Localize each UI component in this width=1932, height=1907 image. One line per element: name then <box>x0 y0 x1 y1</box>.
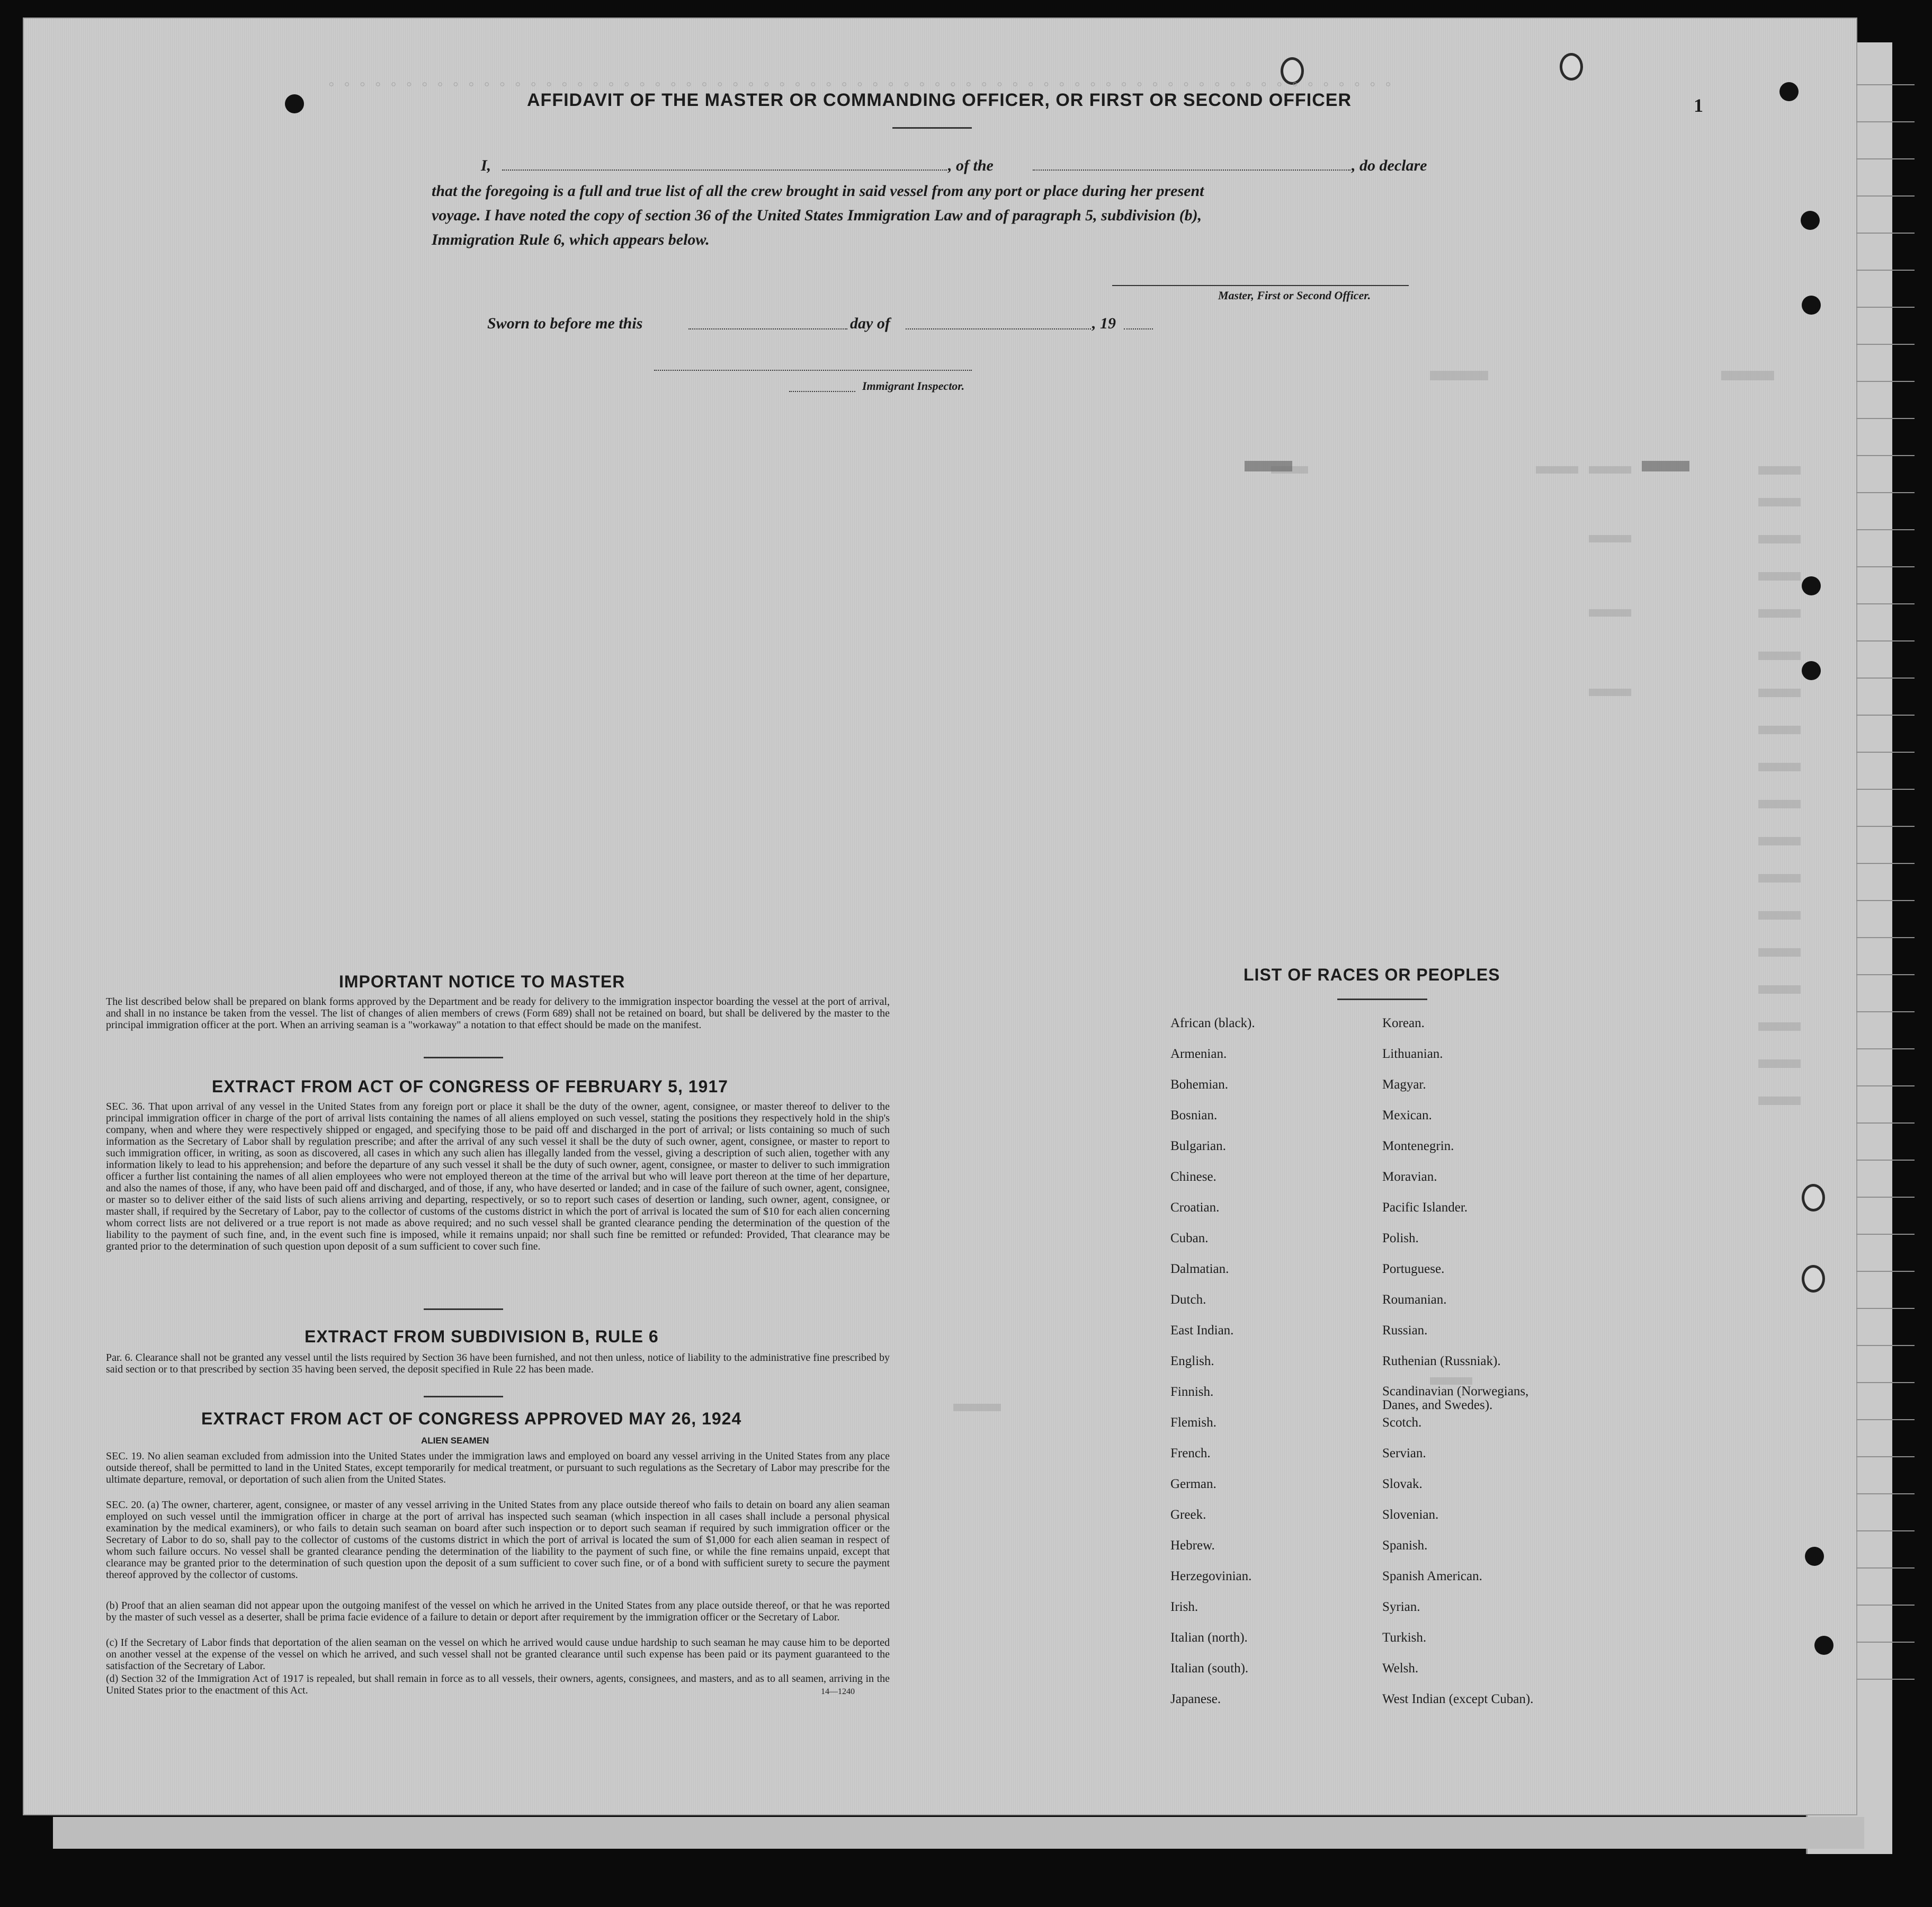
race-item: Herzegovinian. <box>1170 1569 1252 1583</box>
punch-hole-icon <box>1814 1636 1833 1655</box>
race-item: Irish. <box>1170 1600 1198 1614</box>
race-item: African (black). <box>1170 1016 1255 1030</box>
sworn-prefix: Sworn to before me this <box>487 315 643 332</box>
subdiv-b-title: EXTRACT FROM SUBDIVISION B, RULE 6 <box>305 1327 659 1346</box>
declarant-name-field[interactable] <box>502 170 947 171</box>
punch-hole-icon <box>1801 211 1820 230</box>
race-item: Italian (north). <box>1170 1630 1248 1645</box>
races-rule <box>1337 999 1427 1000</box>
of-the-label: , of the <box>948 157 994 174</box>
declaration-line-2: that the foregoing is a full and true list of all the crew brought in said vessel from any port or place during her present <box>432 182 1204 200</box>
race-item: Greek. <box>1170 1508 1206 1522</box>
sworn-year-field[interactable] <box>1124 328 1153 329</box>
sworn-month-field[interactable] <box>906 328 1091 329</box>
master-signature-line[interactable] <box>1112 285 1409 286</box>
margin-mark: 1 <box>1694 95 1703 116</box>
subdiv-b-rule <box>424 1396 503 1397</box>
race-item: Spanish American. <box>1382 1569 1482 1583</box>
master-caption: Master, First or Second Officer. <box>1218 289 1371 302</box>
race-item: Japanese. <box>1170 1692 1221 1706</box>
bleed-through-header: ◦ ◦ ◦ ◦ ◦ ◦ ◦ ◦ ◦ ◦ ◦ ◦ ◦ ◦ ◦ ◦ ◦ ◦ ◦ ◦ ◦ ◦ ◦ ◦ ◦ ◦ ◦ ◦ ◦ ◦ ◦ ◦ ◦ ◦ ◦ ◦ ◦ ◦ ◦ ◦ ◦ ◦ ◦ ◦ ◦ ◦ ◦ ◦ ◦ ◦ ◦ ◦ ◦ ◦ ◦ ◦ ◦ ◦ ◦ ◦ ◦ ◦ ◦ ◦ ◦ ◦ ◦ ◦ ◦ <box>328 74 1394 93</box>
punch-hole-icon <box>1805 1547 1824 1566</box>
extract-1917-title: EXTRACT FROM ACT OF CONGRESS OF FEBRUARY 5, 1917 <box>212 1077 728 1096</box>
race-item: Welsh. <box>1382 1661 1419 1676</box>
title-underline <box>892 127 972 129</box>
inspector-lead-line <box>789 391 855 392</box>
extract-1924-sec20d: (d) Section 32 of the Immigration Act of 1917 is repealed, but shall remain in force as to all vessels, their owners, agents, consignees, and masters, and as to all seamen, arriving in the United States prior to the enactment of this Act. <box>106 1673 890 1696</box>
declaration-line-3: voyage. I have noted the copy of section 36 of the United States Immigration Law and of paragraph 5, subdivision (b), <box>432 207 1202 224</box>
races-right-column <box>1382 1016 1562 1723</box>
race-item: Servian. <box>1382 1446 1426 1460</box>
race-item: Croatian. <box>1170 1200 1220 1215</box>
race-item: Bulgarian. <box>1170 1139 1226 1153</box>
sworn-year-label: , 19 <box>1092 315 1116 332</box>
ring-hole-icon <box>1802 1265 1825 1293</box>
race-item: Italian (south). <box>1170 1661 1249 1676</box>
sworn-day-of-label: day of <box>850 315 890 332</box>
ring-hole-icon <box>1802 1184 1825 1211</box>
race-item: Dalmatian. <box>1170 1262 1229 1276</box>
race-item: French. <box>1170 1446 1211 1460</box>
extract-1924-sec20b: (b) Proof that an alien seaman did not appear upon the outgoing manifest of the vessel on which he arrived in the United States from any place outside thereof, or that he was reported by the master of such vessel as a deserter, shall be prima facie evidence of a failure to detain or deport after requirement by the immigration officer or the Secretary of Labor. <box>106 1600 890 1623</box>
race-item: Slovenian. <box>1382 1508 1439 1522</box>
race-item: Moravian. <box>1382 1170 1437 1184</box>
race-item: Flemish. <box>1170 1415 1217 1430</box>
vessel-name-field[interactable] <box>1033 170 1350 171</box>
race-item: Slovak. <box>1382 1477 1423 1491</box>
race-item: Bohemian. <box>1170 1077 1229 1092</box>
race-item: Polish. <box>1382 1231 1419 1245</box>
extract-1924-sec20c: (c) If the Secretary of Labor finds that deportation of the alien seaman on the vessel on which he arrived would cause undue hardship to such seaman he may cause him to be deported on another vessel at the expense of the vessel on which he arrived, and such vessel shall not be granted clearance until such expense has been paid or its payment guaranteed to the satisfaction of the Secretary of Labor. <box>106 1637 890 1672</box>
race-item: Armenian. <box>1170 1047 1227 1061</box>
race-item: Pacific Islander. <box>1382 1200 1468 1215</box>
notice-title: IMPORTANT NOTICE TO MASTER <box>339 972 625 991</box>
extract-1924-sec20a: SEC. 20. (a) The owner, charterer, agent, consignee, or master of any vessel arriving in the United States from any place outside thereof who fails to detain on board any alien seaman employed on such vessel until the immigration officer in charge at the port of arrival has inspected such seaman (which inspection in all cases shall include a personal physical examination by the medical examiners), or who fails to detain such seaman on board after such inspection or to deport such seaman if required by such immigration officer or the Secretary of Labor to do so, shall pay to the collector of customs of the customs district in which the port of arrival is located the sum of $1,000 for each alien seaman in respect of whom such failure occurs. No vessel shall be granted clearance pending the determination of the liability to the payment of such fine, or while the fine remains unpaid, except that clearance may be granted prior to the determination of such question upon the deposit of a sum sufficient to cover such fine, or of a bond with sufficient surety to secure the payment thereof approved by the collector of customs. <box>106 1499 890 1581</box>
subdiv-b-text: Par. 6. Clearance shall not be granted any vessel until the lists required by Section 36 have been furnished, and not then unless, notice of liability to the administrative fine prescribed by said section or to that prescribed by section 35 having been served, the deposit specified in Rule 22 has been made. <box>106 1352 890 1375</box>
race-item: English. <box>1170 1354 1214 1368</box>
punch-hole-icon <box>1802 296 1821 315</box>
race-item: Lithuanian. <box>1382 1047 1443 1061</box>
sworn-day-field[interactable] <box>688 328 847 329</box>
underlying-sheet-bottom <box>53 1817 1864 1849</box>
race-item: Scandinavian (Norwegians, Danes, and Swedes). <box>1382 1384 1529 1412</box>
race-item: Mexican. <box>1382 1108 1432 1122</box>
race-item: Scotch. <box>1382 1415 1422 1430</box>
race-item: Russian. <box>1382 1323 1428 1338</box>
race-item: Spanish. <box>1382 1538 1428 1553</box>
affidavit-title: AFFIDAVIT OF THE MASTER OR COMMANDING OFFICER, OR FIRST OR SECOND OFFICER <box>527 90 1352 110</box>
extract-1917-text: SEC. 36. That upon arrival of any vessel in the United States from any foreign port or place it shall be the duty of the owner, agent, consignee, or master thereof to deliver to the principal immigration officer in charge of the port of arrival lists containing the names of all aliens employed on such vessel, stating the positions they respectively hold in the ship's company, when and where they were respectively shipped or engaged, and specifying those to be paid off and discharged in the port of arrival; or lists containing so much of such information as the Secretary of Labor shall by regulation prescribe; and after the arrival of any such vessel it shall be the duty of such owner, agent, consignee, or master to report to such immigration officer, in writing, as soon as discovered, all cases in which any such alien has illegally landed from the vessel, giving a description of such alien, together with any information likely to lead to his apprehension; and before the departure of any such vessel it shall be the duty of such owner, agent, consignee, or master to deliver to such immigration officer a further list containing the names of all alien employees who were not employed thereon at the time of the arrival but who will leave port thereon at the time of her departure, and also the names of those, if any, who have been paid off and discharged, and of those, if any, who have deserted or landed; and in case of the failure of such owner, agent, consignee, or master so to deliver either of the said lists of such aliens arriving and departing, respectively, or so to report such cases of desertion or landing, such owner, agent, consignee, or master shall, if required by the Secretary of Labor, pay to the collector of customs of the customs district in which the port of arrival is located the sum of $10 for each alien concerning whom correct lists are not delivered or a true report is not made as above required; and no such vessel shall be granted clearance pending the determination of the question of the liability to the payment of such fine, and, in the event such fine is imposed, while it remains unpaid; nor shall such fine be remitted or refunded: Provided, That clearance may be granted prior to the determination of such question upon deposit of a sum sufficient to cover such fine. <box>106 1101 890 1252</box>
race-item: Magyar. <box>1382 1077 1426 1092</box>
race-item: Korean. <box>1382 1016 1425 1030</box>
notice-text: The list described below shall be prepared on blank forms approved by the Department and be ready for delivery to the immigration inspector boarding the vessel at the port of arrival, and shall in no instance be taken from the vessel. The list of changes of alien members of crews (Form 689) shall not be retained on board, but shall be delivered by the master to the principal immigration officer at the port. When an arriving seaman is a "workaway" a notation to that effect should be made on the manifest. <box>106 996 890 1031</box>
race-item: Dutch. <box>1170 1293 1206 1307</box>
declaration-line-4: Immigration Rule 6, which appears below. <box>432 231 710 248</box>
extract-1924-sec19: SEC. 19. No alien seaman excluded from admission into the United States under the immigration laws and employed on board any vessel arriving in the United States from any place outside thereof, shall be permitted to land in the United States, except temporarily for medical treatment, or pursuant to such regulations as the Secretary of Labor may prescribe for the ultimate departure, removal, or deportation of such alien from the United States. <box>106 1450 890 1485</box>
races-left-column <box>1170 1016 1255 1723</box>
do-declare-label: , do declare <box>1352 157 1427 174</box>
form-number: 14—1240 <box>821 1687 855 1696</box>
inspector-caption: Immigrant Inspector. <box>862 379 965 393</box>
races-title: LIST OF RACES OR PEOPLES <box>1244 965 1500 984</box>
race-item: West Indian (except Cuban). <box>1382 1692 1534 1706</box>
race-item: Hebrew. <box>1170 1538 1215 1553</box>
race-item: Turkish. <box>1382 1630 1427 1645</box>
race-item: Montenegrin. <box>1382 1139 1454 1153</box>
race-item: Roumanian. <box>1382 1293 1447 1307</box>
extract-1924-title: EXTRACT FROM ACT OF CONGRESS APPROVED MAY 26, 1924 <box>201 1409 742 1428</box>
race-item: German. <box>1170 1477 1217 1491</box>
race-item: East Indian. <box>1170 1323 1234 1338</box>
race-item: Ruthenian (Russniak). <box>1382 1354 1501 1368</box>
race-item: Syrian. <box>1382 1600 1420 1614</box>
race-item: Bosnian. <box>1170 1108 1218 1122</box>
race-item: Cuban. <box>1170 1231 1209 1245</box>
punch-hole-icon <box>1802 576 1821 595</box>
race-item: Chinese. <box>1170 1170 1217 1184</box>
notice-rule <box>424 1057 503 1058</box>
punch-hole-icon <box>1802 661 1821 680</box>
punch-hole-icon <box>285 94 304 113</box>
race-item: Finnish. <box>1170 1385 1214 1399</box>
declare-i-label: I, <box>481 157 491 174</box>
inspector-signature-line[interactable] <box>654 370 972 371</box>
race-item: Portuguese. <box>1382 1262 1445 1276</box>
underlying-sheet-rules <box>1856 64 1915 1812</box>
extract-1917-rule <box>424 1308 503 1310</box>
alien-seamen-subtitle: ALIEN SEAMEN <box>421 1436 489 1446</box>
